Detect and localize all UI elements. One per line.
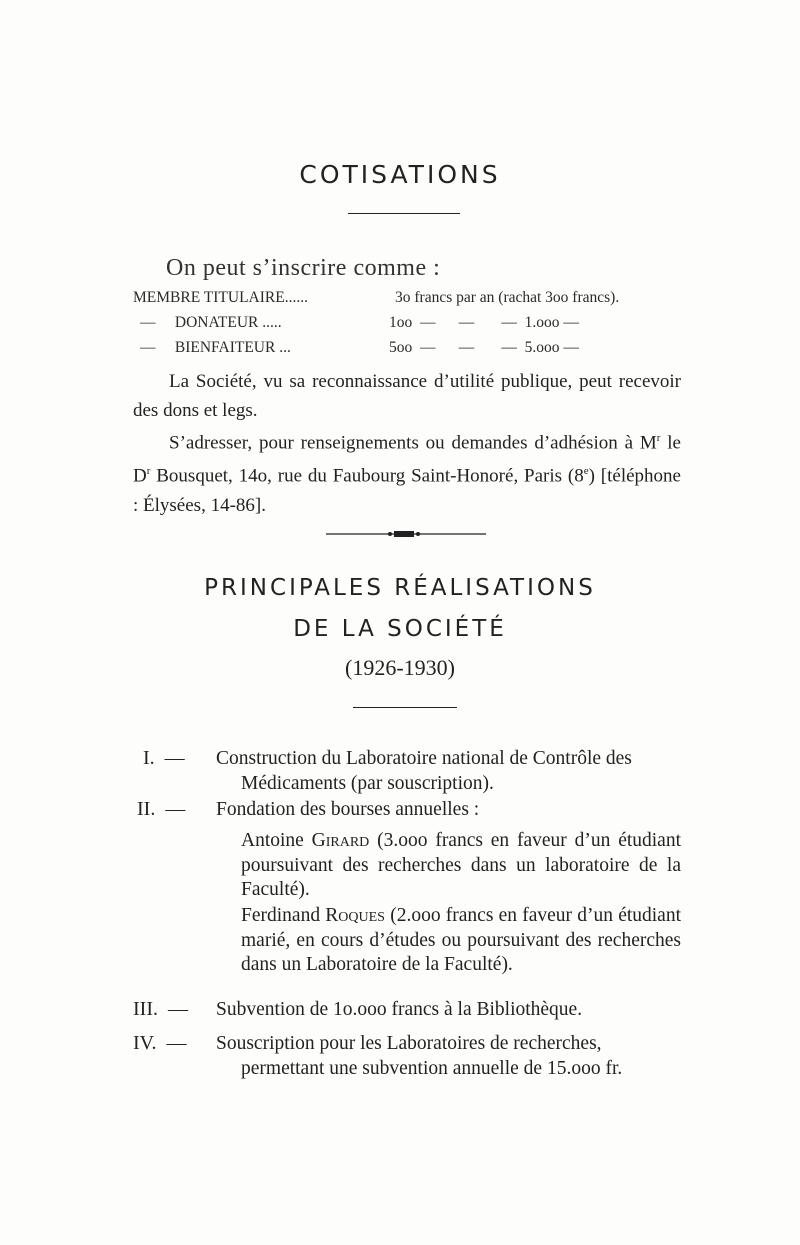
list-item-number: I. —	[143, 747, 185, 769]
list-item-text: Souscription pour les Laboratoires de recherches, permettant une subvention annuelle de 15.ooo fr.	[216, 1033, 623, 1079]
list-item-text: Construction du Laboratoire national de Contrôle des Médicaments (par souscription).	[216, 748, 632, 794]
intro-text: On peut s’inscrire comme :	[166, 255, 441, 281]
bourse-girard	[241, 829, 681, 903]
contact-sup: e	[583, 465, 589, 478]
list-item-number: III. —	[133, 998, 188, 1020]
list-item-text: Subvention de 1o.ooo francs à la Bibliothèque.	[216, 999, 583, 1020]
contact-paragraph	[133, 424, 681, 520]
dons-text: La Société, vu sa reconnaissance d’utilité publique, peut recevoir des dons et legs.	[133, 371, 681, 421]
contact-text-a: S’adresser, pour renseignements ou demandes d’adhésion à M	[169, 432, 657, 454]
list-item-number: IV. —	[133, 1032, 187, 1054]
cotisations-title: COTISATIONS	[299, 160, 501, 189]
bourse-name: Ferdinand	[241, 905, 321, 926]
membership-row-label: — BIENFAITEUR ...	[140, 339, 291, 356]
bourse-surname: Roques	[325, 905, 385, 926]
contact-text-c: Bousquet, 14o, rue du Faubourg Saint-Honoré, Paris (8	[150, 465, 584, 487]
realisations-title-line1: PRINCIPALES RÉALISATIONS	[204, 575, 596, 601]
ornament-divider	[326, 529, 486, 539]
contact-sup: r	[656, 432, 661, 444]
list-item-number: II. —	[137, 798, 186, 820]
bourse-name: Antoine	[241, 830, 304, 851]
membership-row-amount: 3o francs par an (rachat 3oo francs).	[395, 289, 620, 306]
membership-row-label: — DONATEUR .....	[140, 314, 282, 331]
membership-row-amount: 1oo — — — 1.ooo —	[389, 314, 579, 331]
bourse-text: (2.ooo francs en faveur d’un étudiant marié, en cours d’études ou poursuivant des recherches dans un Laboratoire de la Faculté).	[241, 905, 682, 975]
realisations-dates: (1926-1930)	[345, 655, 455, 680]
list-item-text: Fondation des bourses annuelles :	[216, 799, 480, 820]
bourse-roques	[241, 904, 681, 978]
dons-paragraph	[133, 367, 681, 425]
title-divider	[353, 707, 457, 708]
membership-row-label: MEMBRE TITULAIRE......	[133, 289, 308, 306]
contact-text-d: ) [téléphone : Élysées, 14-86].	[133, 465, 681, 516]
bourse-text: (3.ooo francs en faveur d’un étudiant poursuivant des recherches dans un laboratoire de la Faculté).	[241, 830, 682, 900]
realisations-title-line2: DE LA SOCIÉTÉ	[293, 616, 507, 642]
contact-text-b: le D	[133, 432, 681, 487]
membership-row-amount: 5oo — — — 5.ooo —	[389, 339, 579, 356]
contact-sup: r	[146, 465, 151, 478]
title-divider	[348, 213, 460, 214]
bourse-surname: Girard	[311, 830, 370, 851]
